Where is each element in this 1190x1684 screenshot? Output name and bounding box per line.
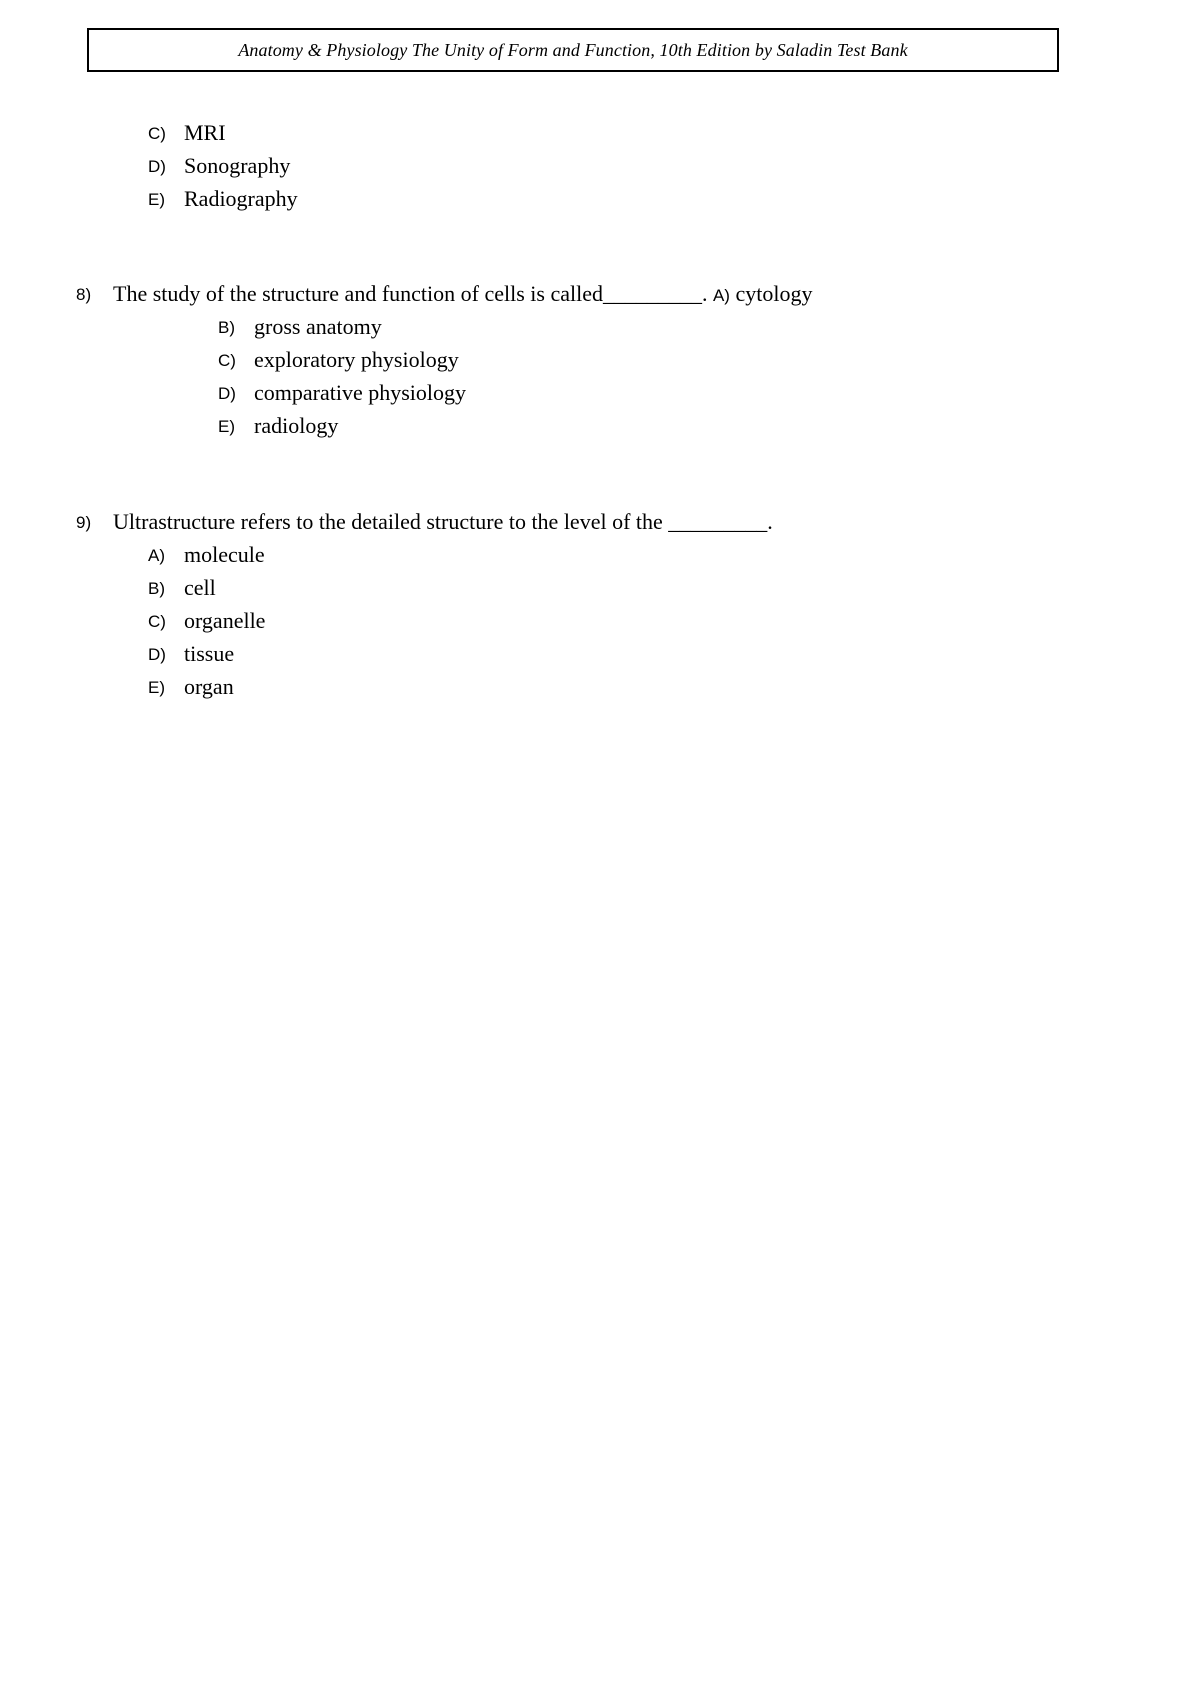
option-text: radiology [254, 413, 339, 438]
question-text [113, 278, 812, 312]
option-letter: C) [218, 351, 236, 370]
option-text: organelle [184, 608, 266, 633]
option-text: gross anatomy [254, 314, 382, 339]
option-letter: B) [148, 579, 165, 598]
option-letter: D) [218, 384, 236, 403]
question-number: 9) [76, 513, 92, 532]
question-stem: The study of the structure and function of cells is called_________. [113, 281, 708, 306]
option-text: Radiography [184, 186, 298, 211]
option-text: MRI [184, 120, 226, 145]
option-text: cytology [735, 281, 813, 306]
option-letter: A) [148, 546, 165, 565]
header-title: Anatomy & Physiology The Unity of Form and Function, 10th Edition by Saladin Test Bank [238, 39, 908, 60]
option-text: tissue [184, 641, 235, 666]
option-letter: C) [148, 612, 166, 631]
option-letter: E) [148, 678, 165, 697]
option-text: Sonography [184, 153, 291, 178]
option-letter: E) [148, 190, 165, 209]
option-text: molecule [184, 542, 265, 567]
option-letter: E) [218, 417, 235, 436]
option-text: exploratory physiology [254, 347, 459, 372]
page-header [87, 28, 1059, 72]
option-letter: B) [218, 318, 235, 337]
option-letter: C) [148, 124, 166, 143]
option-text: cell [184, 575, 216, 600]
option-letter: D) [148, 157, 166, 176]
question-number: 8) [76, 285, 92, 304]
option-letter: D) [148, 645, 166, 664]
option-text: comparative physiology [254, 380, 467, 405]
option-letter: A) [712, 286, 730, 305]
question-text: Ultrastructure refers to the detailed structure to the level of the _________. [113, 509, 773, 534]
option-text: organ [184, 674, 234, 699]
